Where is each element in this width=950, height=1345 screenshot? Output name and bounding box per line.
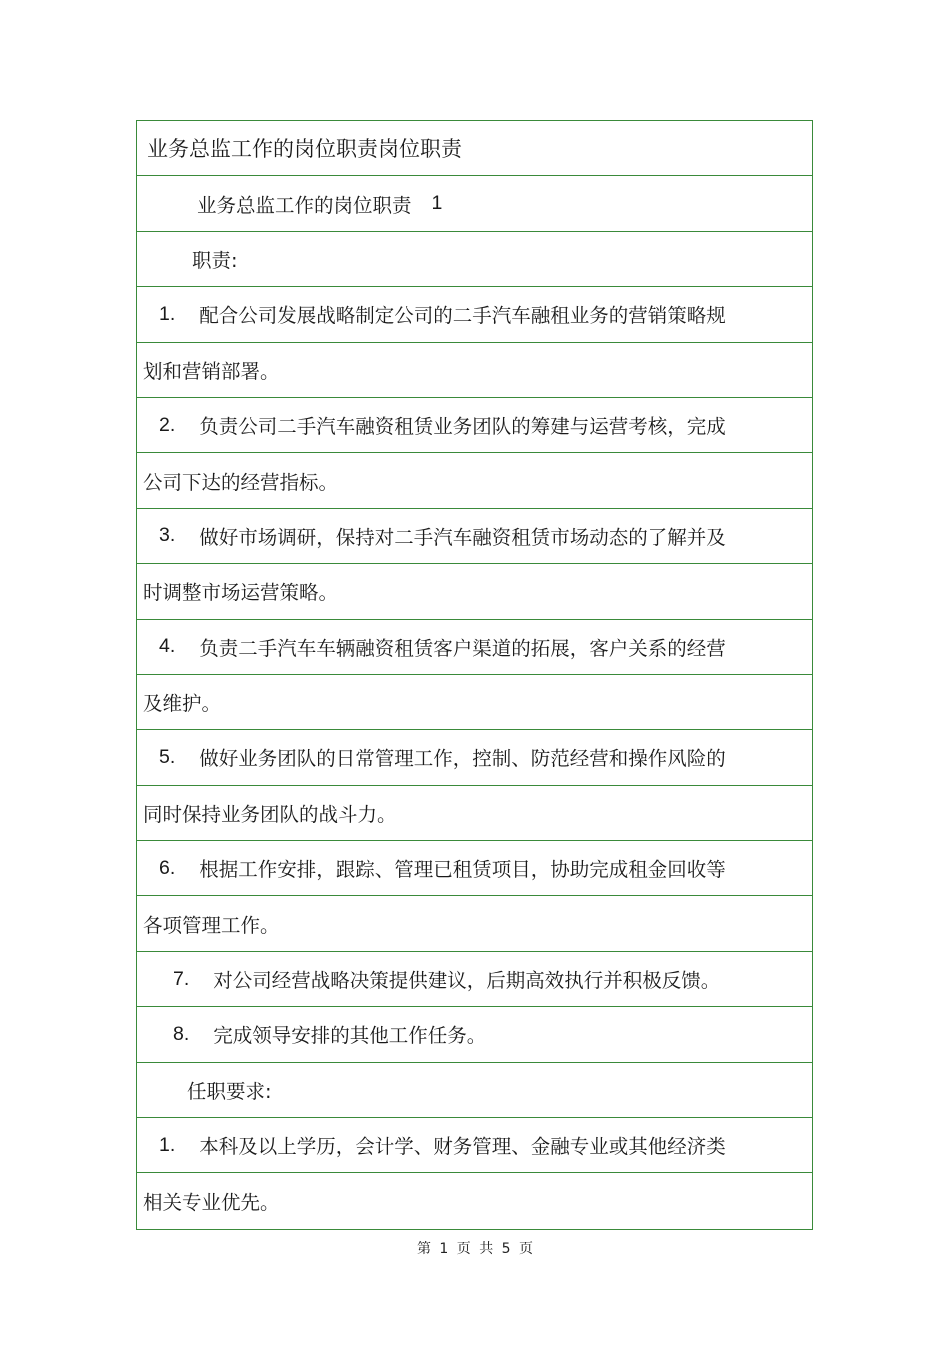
duty-text: 配合公司发展战略制定公司的二手汽车融租业务的营销策略规 [199, 304, 726, 328]
duty-text: 负责二手汽车车辆融资租赁客户渠道的拓展，客户关系的经营 [199, 636, 726, 660]
duty-text: 做好业务团队的日常管理工作，控制、防范经营和操作风险的 [199, 747, 726, 771]
duty-text-cont: 同时保持业务团队的战斗力。 [143, 802, 397, 826]
duty-continuation [137, 896, 812, 951]
duty-continuation [137, 453, 812, 508]
requirement-text: 本科及以上学历，会计学、财务管理、金融专业或其他经济类 [199, 1135, 726, 1159]
page-footer: 第 1 页 共 5 页 [416, 1241, 534, 1257]
duty-item [137, 841, 812, 896]
duties-heading [137, 232, 812, 287]
requirements-heading-text: 任职要求: [187, 1079, 272, 1103]
duty-item [137, 730, 812, 785]
duty-text-cont: 时调整市场运营策略。 [143, 581, 339, 605]
subtitle-text: 业务总监工作的岗位职责 [197, 193, 412, 217]
subtitle-number: 1 [431, 192, 443, 215]
duties-heading-text: 职责: [192, 248, 238, 272]
requirement-text-cont: 相关专业优先。 [143, 1191, 280, 1215]
duty-number: 3. [159, 524, 176, 547]
duty-text: 对公司经营战略决策提供建议，后期高效执行并积极反馈。 [213, 969, 721, 993]
duty-continuation [137, 564, 812, 619]
duty-number: 1. [159, 302, 176, 325]
document-table [136, 120, 813, 1230]
document-title [137, 121, 812, 176]
duty-number: 5. [159, 745, 176, 768]
duty-text: 做好市场调研，保持对二手汽车融资租赁市场动态的了解并及 [199, 525, 726, 549]
duty-text-cont: 公司下达的经营指标。 [143, 470, 339, 494]
duty-text: 负责公司二手汽车融资租赁业务团队的筹建与运营考核，完成 [199, 415, 726, 439]
duty-item [137, 1007, 812, 1062]
duty-number: 6. [159, 856, 176, 879]
duty-text-cont: 及维护。 [143, 692, 222, 716]
duty-text: 根据工作安排，跟踪、管理已租赁项目，协助完成租金回收等 [199, 858, 726, 882]
requirement-continuation [137, 1173, 812, 1228]
duty-continuation [137, 786, 812, 841]
duty-text-cont: 各项管理工作。 [143, 913, 280, 937]
duty-item [137, 509, 812, 564]
duty-number: 8. [173, 1022, 190, 1045]
duty-text-cont: 划和营销部署。 [143, 359, 280, 383]
duty-continuation [137, 343, 812, 398]
duty-item [137, 398, 812, 453]
duty-text: 完成领导安排的其他工作任务。 [213, 1024, 487, 1048]
requirements-heading [137, 1063, 812, 1118]
title-text: 业务总监工作的岗位职责岗位职责 [147, 137, 462, 162]
requirement-item [137, 1118, 812, 1173]
duty-continuation [137, 675, 812, 730]
duty-number: 2. [159, 413, 176, 436]
duty-number: 4. [159, 635, 176, 658]
document-subtitle [137, 176, 812, 231]
duty-item [137, 287, 812, 342]
duty-number: 7. [173, 967, 190, 990]
requirement-number: 1. [159, 1133, 176, 1156]
duty-item [137, 952, 812, 1007]
duty-item [137, 620, 812, 675]
